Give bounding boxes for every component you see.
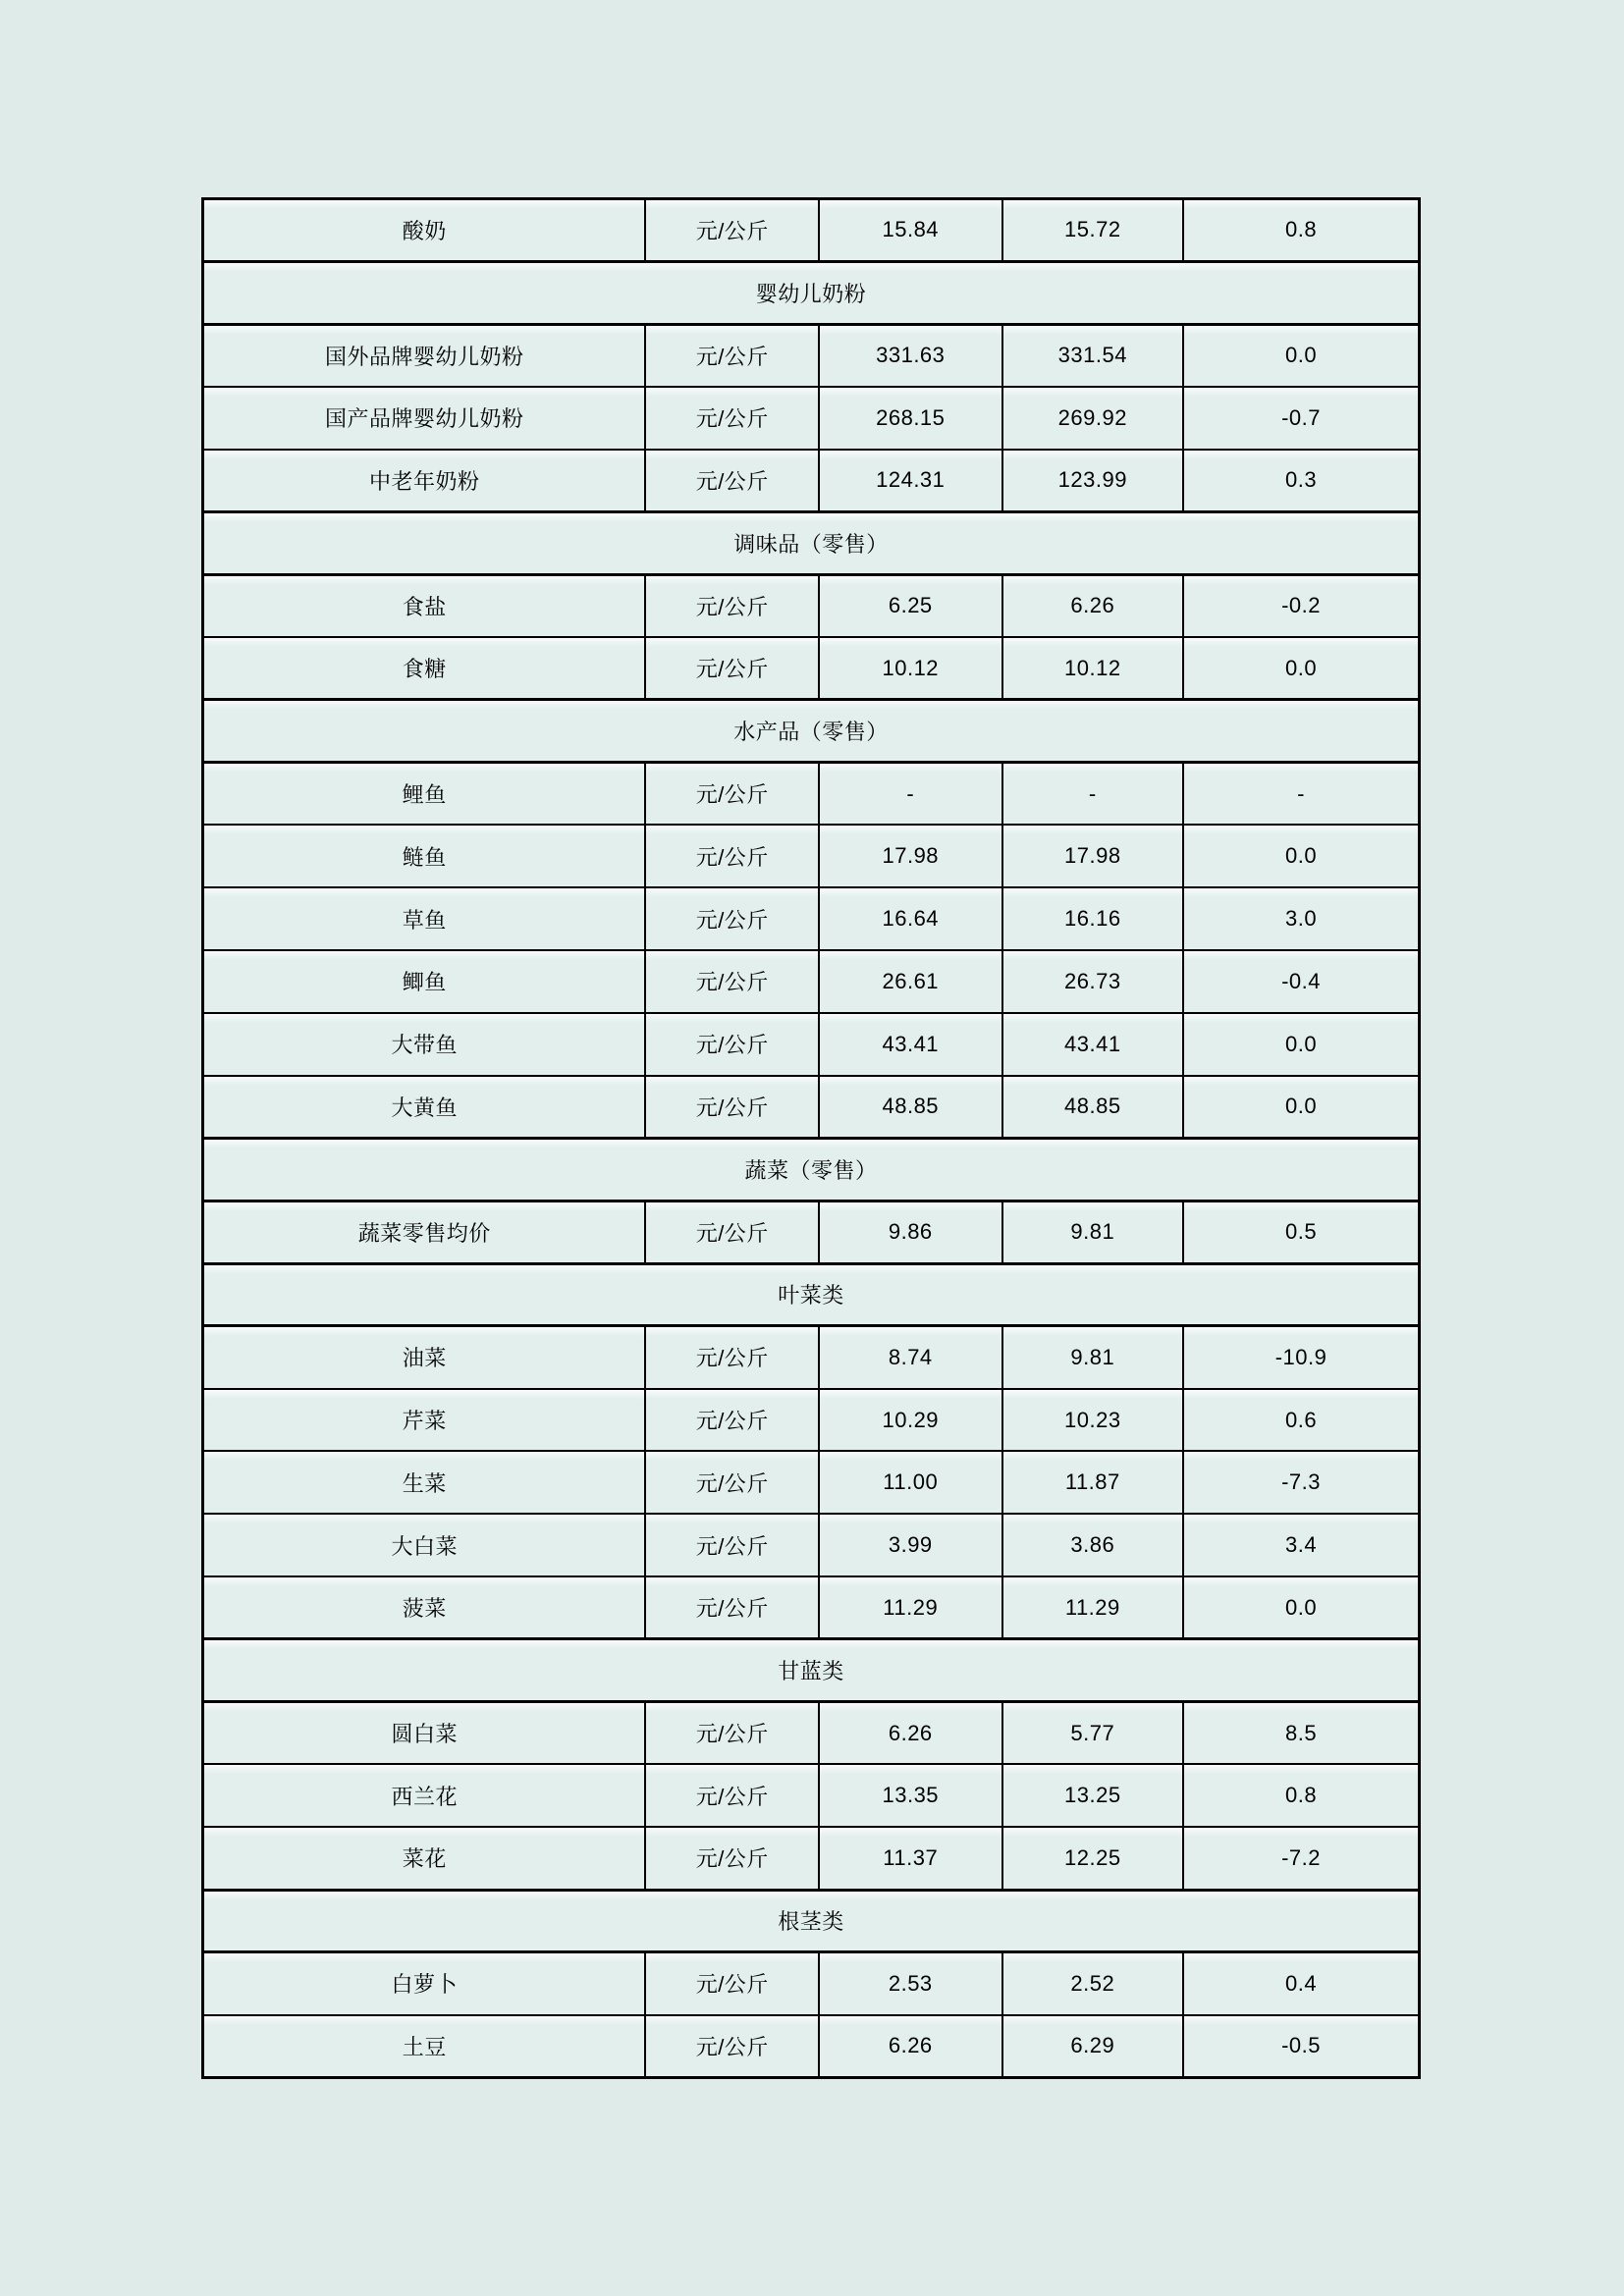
change-percent-cell: 0.0	[1183, 637, 1419, 700]
unit-cell: 元/公斤	[645, 825, 819, 887]
section-title-cell: 调味品（零售）	[203, 511, 1420, 574]
previous-price-cell: 15.72	[1002, 199, 1184, 262]
current-price-cell: 6.26	[819, 1702, 1001, 1765]
current-price-cell: 8.74	[819, 1326, 1001, 1389]
table-row	[203, 1013, 1420, 1076]
section-header-row	[203, 1263, 1420, 1326]
change-percent-cell: -10.9	[1183, 1326, 1419, 1389]
section-title-cell: 根茎类	[203, 1890, 1420, 1952]
unit-cell: 元/公斤	[645, 1764, 819, 1827]
previous-price-cell: 26.73	[1002, 950, 1184, 1013]
item-name-cell: 菠菜	[203, 1576, 646, 1639]
previous-price-cell: 9.81	[1002, 1201, 1184, 1263]
table-row	[203, 1451, 1420, 1514]
table-row	[203, 950, 1420, 1013]
unit-cell: 元/公斤	[645, 1076, 819, 1139]
table-row	[203, 1514, 1420, 1576]
previous-price-cell: 11.29	[1002, 1576, 1184, 1639]
item-name-cell: 食糖	[203, 637, 646, 700]
unit-cell: 元/公斤	[645, 637, 819, 700]
item-name-cell: 生菜	[203, 1451, 646, 1514]
current-price-cell: 10.29	[819, 1389, 1001, 1452]
section-title-cell: 叶菜类	[203, 1263, 1420, 1326]
item-name-cell: 国外品牌婴幼儿奶粉	[203, 324, 646, 387]
previous-price-cell: 123.99	[1002, 450, 1184, 512]
current-price-cell: 10.12	[819, 637, 1001, 700]
section-title-cell: 甘蓝类	[203, 1639, 1420, 1702]
change-percent-cell: 3.4	[1183, 1514, 1419, 1576]
price-table-body	[203, 199, 1420, 2078]
table-row	[203, 387, 1420, 450]
table-row	[203, 1076, 1420, 1139]
previous-price-cell: 43.41	[1002, 1013, 1184, 1076]
current-price-cell: 6.26	[819, 2015, 1001, 2078]
previous-price-cell: 6.26	[1002, 574, 1184, 637]
current-price-cell: 13.35	[819, 1764, 1001, 1827]
item-name-cell: 中老年奶粉	[203, 450, 646, 512]
item-name-cell: 油菜	[203, 1326, 646, 1389]
item-name-cell: 西兰花	[203, 1764, 646, 1827]
previous-price-cell: 5.77	[1002, 1702, 1184, 1765]
item-name-cell: 鲤鱼	[203, 763, 646, 826]
unit-cell: 元/公斤	[645, 887, 819, 950]
section-title-cell: 水产品（零售）	[203, 700, 1420, 763]
previous-price-cell: 13.25	[1002, 1764, 1184, 1827]
current-price-cell: 43.41	[819, 1013, 1001, 1076]
current-price-cell: 48.85	[819, 1076, 1001, 1139]
table-row	[203, 2015, 1420, 2078]
change-percent-cell: 3.0	[1183, 887, 1419, 950]
table-row	[203, 1576, 1420, 1639]
change-percent-cell: -0.5	[1183, 2015, 1419, 2078]
unit-cell: 元/公斤	[645, 2015, 819, 2078]
change-percent-cell: -0.2	[1183, 574, 1419, 637]
current-price-cell: 3.99	[819, 1514, 1001, 1576]
item-name-cell: 土豆	[203, 2015, 646, 2078]
unit-cell: 元/公斤	[645, 950, 819, 1013]
unit-cell: 元/公斤	[645, 1576, 819, 1639]
change-percent-cell: 0.8	[1183, 1764, 1419, 1827]
previous-price-cell: 331.54	[1002, 324, 1184, 387]
table-row	[203, 637, 1420, 700]
unit-cell: 元/公斤	[645, 763, 819, 826]
table-row	[203, 1201, 1420, 1263]
unit-cell: 元/公斤	[645, 1201, 819, 1263]
item-name-cell: 大白菜	[203, 1514, 646, 1576]
unit-cell: 元/公斤	[645, 1326, 819, 1389]
section-header-row	[203, 511, 1420, 574]
current-price-cell: 124.31	[819, 450, 1001, 512]
current-price-cell: 17.98	[819, 825, 1001, 887]
table-row	[203, 825, 1420, 887]
change-percent-cell: 0.0	[1183, 825, 1419, 887]
unit-cell: 元/公斤	[645, 387, 819, 450]
table-row	[203, 1326, 1420, 1389]
table-row	[203, 450, 1420, 512]
item-name-cell: 蔬菜零售均价	[203, 1201, 646, 1263]
unit-cell: 元/公斤	[645, 1827, 819, 1890]
item-name-cell: 鲢鱼	[203, 825, 646, 887]
item-name-cell: 菜花	[203, 1827, 646, 1890]
current-price-cell: 26.61	[819, 950, 1001, 1013]
unit-cell: 元/公斤	[645, 450, 819, 512]
change-percent-cell: 0.3	[1183, 450, 1419, 512]
table-row	[203, 324, 1420, 387]
change-percent-cell: -7.2	[1183, 1827, 1419, 1890]
item-name-cell: 大带鱼	[203, 1013, 646, 1076]
table-row	[203, 574, 1420, 637]
previous-price-cell: 11.87	[1002, 1451, 1184, 1514]
change-percent-cell: 0.8	[1183, 199, 1419, 262]
unit-cell: 元/公斤	[645, 574, 819, 637]
change-percent-cell: 0.0	[1183, 324, 1419, 387]
unit-cell: 元/公斤	[645, 1013, 819, 1076]
change-percent-cell: 8.5	[1183, 1702, 1419, 1765]
current-price-cell: 6.25	[819, 574, 1001, 637]
section-header-row	[203, 700, 1420, 763]
current-price-cell: 11.00	[819, 1451, 1001, 1514]
current-price-cell: 11.37	[819, 1827, 1001, 1890]
previous-price-cell: 10.23	[1002, 1389, 1184, 1452]
previous-price-cell: 48.85	[1002, 1076, 1184, 1139]
change-percent-cell: -7.3	[1183, 1451, 1419, 1514]
table-row	[203, 1827, 1420, 1890]
unit-cell: 元/公斤	[645, 1451, 819, 1514]
previous-price-cell: 16.16	[1002, 887, 1184, 950]
item-name-cell: 圆白菜	[203, 1702, 646, 1765]
unit-cell: 元/公斤	[645, 199, 819, 262]
change-percent-cell: 0.0	[1183, 1076, 1419, 1139]
current-price-cell: 9.86	[819, 1201, 1001, 1263]
current-price-cell: 11.29	[819, 1576, 1001, 1639]
section-title-cell: 蔬菜（零售）	[203, 1138, 1420, 1201]
change-percent-cell: 0.4	[1183, 1952, 1419, 2015]
change-percent-cell: 0.6	[1183, 1389, 1419, 1452]
current-price-cell: 331.63	[819, 324, 1001, 387]
item-name-cell: 草鱼	[203, 887, 646, 950]
item-name-cell: 国产品牌婴幼儿奶粉	[203, 387, 646, 450]
section-header-row	[203, 1138, 1420, 1201]
previous-price-cell: 6.29	[1002, 2015, 1184, 2078]
unit-cell: 元/公斤	[645, 1952, 819, 2015]
previous-price-cell: 2.52	[1002, 1952, 1184, 2015]
previous-price-cell: 12.25	[1002, 1827, 1184, 1890]
section-title-cell: 婴幼儿奶粉	[203, 261, 1420, 324]
table-row	[203, 1702, 1420, 1765]
section-header-row	[203, 261, 1420, 324]
current-price-cell: 2.53	[819, 1952, 1001, 2015]
previous-price-cell: 10.12	[1002, 637, 1184, 700]
unit-cell: 元/公斤	[645, 1514, 819, 1576]
table-row	[203, 1389, 1420, 1452]
previous-price-cell: 269.92	[1002, 387, 1184, 450]
change-percent-cell: -0.7	[1183, 387, 1419, 450]
previous-price-cell: 9.81	[1002, 1326, 1184, 1389]
item-name-cell: 芹菜	[203, 1389, 646, 1452]
unit-cell: 元/公斤	[645, 1702, 819, 1765]
item-name-cell: 白萝卜	[203, 1952, 646, 2015]
change-percent-cell: 0.5	[1183, 1201, 1419, 1263]
unit-cell: 元/公斤	[645, 324, 819, 387]
current-price-cell: -	[819, 763, 1001, 826]
item-name-cell: 大黄鱼	[203, 1076, 646, 1139]
change-percent-cell: -	[1183, 763, 1419, 826]
change-percent-cell: 0.0	[1183, 1013, 1419, 1076]
section-header-row	[203, 1890, 1420, 1952]
section-header-row	[203, 1639, 1420, 1702]
change-percent-cell: -0.4	[1183, 950, 1419, 1013]
table-row	[203, 1952, 1420, 2015]
current-price-cell: 16.64	[819, 887, 1001, 950]
current-price-cell: 268.15	[819, 387, 1001, 450]
table-row	[203, 199, 1420, 262]
change-percent-cell: 0.0	[1183, 1576, 1419, 1639]
current-price-cell: 15.84	[819, 199, 1001, 262]
price-table	[201, 197, 1421, 2079]
previous-price-cell: 17.98	[1002, 825, 1184, 887]
table-row	[203, 763, 1420, 826]
previous-price-cell: -	[1002, 763, 1184, 826]
unit-cell: 元/公斤	[645, 1389, 819, 1452]
table-row	[203, 887, 1420, 950]
table-row	[203, 1764, 1420, 1827]
item-name-cell: 酸奶	[203, 199, 646, 262]
item-name-cell: 鲫鱼	[203, 950, 646, 1013]
previous-price-cell: 3.86	[1002, 1514, 1184, 1576]
item-name-cell: 食盐	[203, 574, 646, 637]
